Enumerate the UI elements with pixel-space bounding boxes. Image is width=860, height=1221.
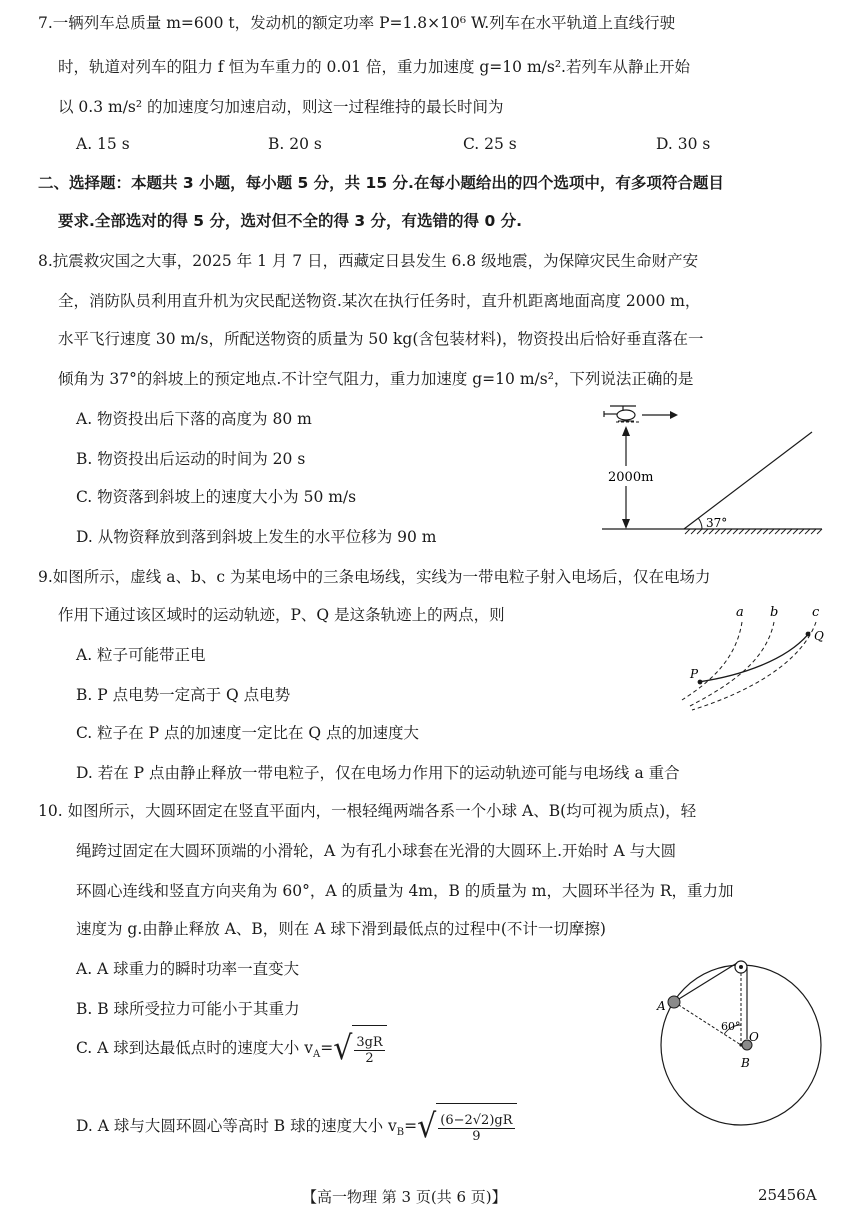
- q8-option-b: B. 物资投出后运动的时间为 20 s: [76, 450, 306, 468]
- q10-line3: 环圆心连线和竖直方向夹角为 60°，A 的质量为 4m，B 的质量为 m，大圆环半径为 R，重力加: [76, 882, 734, 900]
- section2-line1: 二、选择题：本题共 3 小题，每小题 5 分，共 15 分.在每小题给出的四个选项中，有多项符合题目: [38, 174, 724, 192]
- helicopter-slope-figure: [590, 400, 830, 542]
- helicopter-icon: [604, 406, 636, 421]
- ball-a: [668, 996, 680, 1008]
- q9-option-b: B. P 点电势一定高于 Q 点电势: [76, 686, 291, 704]
- q9-option-d: D. 若在 P 点由静止释放一带电粒子，仅在电场力作用下的运动轨迹可能与电场线 a 重合: [76, 764, 680, 782]
- q10-option-a: A. A 球重力的瞬时功率一直变大: [76, 960, 300, 978]
- q10-option-c-den: 2: [365, 1051, 374, 1066]
- ring-pulley-figure: [655, 955, 830, 1150]
- q10-line2: 绳跨过固定在大圆环顶端的小滑轮，A 为有孔小球套在光滑的大圆环上.开始时 A 与大圆: [76, 842, 677, 860]
- q9-option-c: C. 粒子在 P 点的加速度一定比在 Q 点的加速度大: [76, 724, 420, 742]
- q10-option-c-num: 3gR: [356, 1035, 383, 1050]
- field-line-b: [690, 622, 774, 706]
- q10-option-d: [76, 1102, 517, 1157]
- slope-line: [684, 432, 812, 529]
- q10-option-b: B. B 球所受拉力可能小于其重力: [76, 1000, 300, 1018]
- q10-line4: 速度为 g.由静止释放 A、B，则在 A 球下滑到最低点的过程中(不计一切摩擦): [76, 920, 606, 938]
- rope-to-a: [674, 963, 737, 1002]
- q7-option-c: C. 25 s: [463, 135, 517, 153]
- label-p: P: [690, 667, 699, 681]
- slope-angle-label: 37°: [706, 516, 728, 530]
- q10-option-c-eq: =: [320, 1039, 334, 1057]
- q10-option-c-sub: A: [312, 1049, 321, 1061]
- q8-option-d: D. 从物资释放到落到斜坡上发生的水平位移为 90 m: [76, 528, 437, 546]
- point-q: [806, 632, 811, 637]
- q10-line1: 10. 如图所示，大圆环固定在竖直平面内，一根轻绳两端各系一个小球 A、B(均可视为质点)，轻: [38, 802, 697, 820]
- label-angle: 60°: [721, 1020, 741, 1033]
- field-line-a: [682, 622, 742, 700]
- page-footer: 【高一物理 第 3 页(共 6 页)】: [302, 1188, 507, 1206]
- q10-option-d-num: (6−2√2)gR: [440, 1113, 513, 1128]
- label-c: c: [812, 605, 820, 620]
- q8-line1: 8.抗震救灾国之大事，2025 年 1 月 7 日，西藏定日县发生 6.8 级地震，为保障灾民生命财产安: [38, 252, 699, 270]
- q10-option-d-sqrt: √ $\frac{(6-2√2)gR}{9}$: [417, 1103, 516, 1152]
- exam-code: 25456A: [758, 1186, 817, 1204]
- q9-line1: 9.如图所示，虚线 a、b、c 为某电场中的三条电场线，实线为一带电粒子射入电场后，仅在电场力: [38, 568, 711, 586]
- q7-option-b: B. 20 s: [268, 135, 322, 153]
- q7-line3: 以 0.3 m/s² 的加速度匀加速启动，则这一过程维持的最长时间为: [58, 98, 504, 116]
- q8-option-a: A. 物资投出后下落的高度为 80 m: [76, 410, 312, 428]
- label-a: A: [657, 999, 666, 1013]
- height-label: 2000m: [608, 470, 654, 485]
- label-b: B: [741, 1056, 750, 1070]
- q7-line1: 7.一辆列车总质量 m=600 t，发动机的额定功率 P=1.8×10⁶ W.列车在水平轨道上直线行驶: [38, 14, 676, 32]
- q10-option-d-text: D. A 球与大圆环圆心等高时 B 球的速度大小 v: [76, 1117, 397, 1135]
- q7-option-d: D. 30 s: [656, 135, 711, 153]
- q10-option-c-text: C. A 球到达最低点时的速度大小 v: [76, 1039, 313, 1057]
- q7-option-a: A. 15 s: [76, 135, 130, 153]
- q7-line2: 时，轨道对列车的阻力 f 恒为车重力的 0.01 倍，重力加速度 g=10 m/s².若列车从静止开始: [58, 58, 690, 76]
- point-p: [698, 680, 703, 685]
- q8-line2: 全，消防队员利用直升机为灾民配送物资.某次在执行任务时，直升机距离地面高度 2000 m，: [58, 292, 701, 310]
- q10-option-d-eq: =: [404, 1117, 418, 1135]
- q9-line2: 作用下通过该区域时的运动轨迹，P、Q 是这条轨迹上的两点，则: [58, 606, 505, 624]
- q8-line4: 倾角为 37°的斜坡上的预定地点.不计空气阻力，重力加速度 g=10 m/s²，下列说法正确的是: [58, 370, 694, 388]
- field-line-c: [692, 622, 816, 710]
- q10-option-c-sqrt: √ $\frac{3gR}{2}$: [333, 1025, 387, 1074]
- q10-option-c: [76, 1024, 387, 1079]
- electric-field-figure: [670, 600, 840, 710]
- q8-option-c: C. 物资落到斜坡上的速度大小为 50 m/s: [76, 488, 357, 506]
- q9-option-a: A. 粒子可能带正电: [76, 646, 206, 664]
- q10-option-d-sub: B: [396, 1127, 405, 1139]
- q10-option-d-den: 9: [472, 1129, 481, 1144]
- label-q: Q: [814, 629, 824, 643]
- label-a: a: [736, 605, 744, 620]
- section2-line2: 要求.全部选对的得 5 分，选对但不全的得 3 分，有选错的得 0 分.: [58, 212, 523, 230]
- q8-line3: 水平飞行速度 30 m/s，所配送物资的质量为 50 kg(含包装材料)，物资投出后恰好垂直落在一: [58, 330, 704, 348]
- particle-trajectory: [698, 632, 810, 682]
- label-b: b: [770, 605, 779, 620]
- label-o: O: [749, 1030, 759, 1044]
